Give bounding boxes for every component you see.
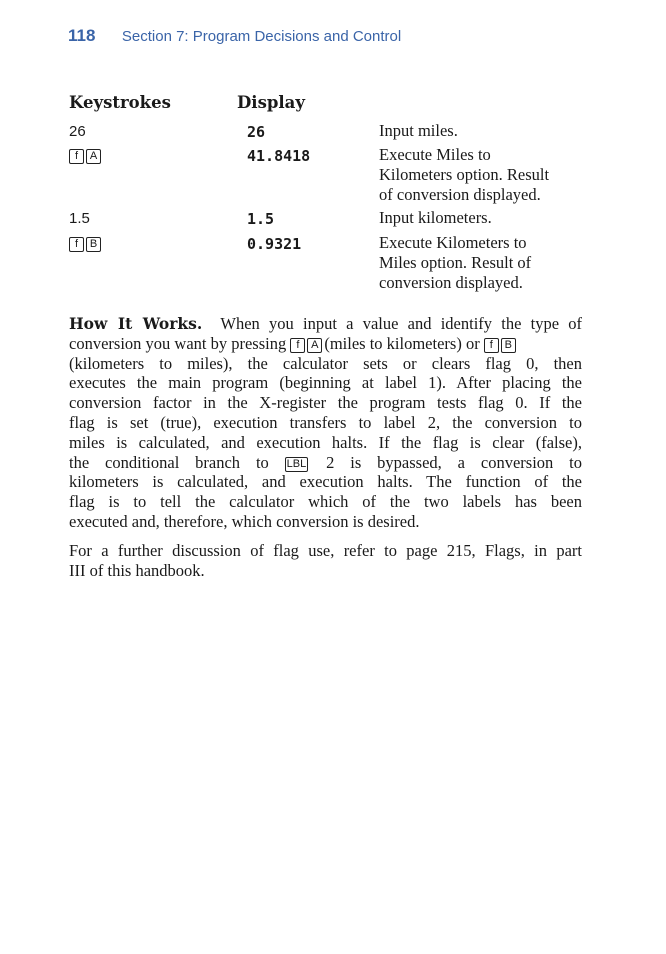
description-line: Input miles. — [379, 121, 458, 140]
description-line: Miles option. Result of — [379, 253, 532, 272]
row-description — [379, 145, 589, 205]
f-key-icon: f — [69, 237, 84, 252]
paragraph-text: conversion you want by pressing — [69, 333, 287, 353]
paragraph-text: 2 is bypassed, a conversion to — [326, 452, 582, 472]
paragraph-line: miles is calculated, and execution halts. If the flag is clear (false), — [69, 432, 582, 452]
paragraph-line — [69, 453, 582, 473]
display-value: 26 — [247, 123, 266, 141]
b-key-icon: B — [501, 338, 516, 353]
paragraph-line: flag is set (true), execution transfers to label 2, the conversion to — [69, 412, 582, 432]
paragraph-text: the conditional branch to — [69, 452, 269, 472]
page-header — [68, 26, 401, 46]
f-key-icon: f — [484, 338, 499, 353]
f-key-icon: f — [290, 338, 305, 353]
description-line: Input kilometers. — [379, 208, 492, 227]
a-key-icon: A — [86, 149, 101, 164]
paragraph-line: executed and, therefore, which conversion is desired. — [69, 511, 420, 531]
a-key-icon: A — [307, 338, 322, 353]
paragraph-line: III of this handbook. — [69, 560, 205, 580]
row-description — [379, 208, 589, 228]
how-it-works-lead: How It Works. — [69, 314, 203, 333]
paragraph-line: kilometers is calculated, and execution halts. The function of the — [69, 472, 582, 492]
description-line: Kilometers option. Result — [379, 165, 550, 184]
paragraph-text: (miles to kilometers) or — [324, 333, 480, 353]
keystrokes-heading: Keystrokes — [69, 93, 171, 112]
description-line: Execute Miles to — [379, 145, 491, 164]
description-line: Execute Kilometers to — [379, 233, 527, 252]
how-it-works-paragraph — [69, 314, 582, 532]
display-value: 1.5 — [247, 210, 275, 228]
description-line: conversion displayed. — [379, 273, 523, 292]
section-title: Section 7: Program Decisions and Control — [121, 28, 402, 45]
description-line: of conversion displayed. — [379, 185, 541, 204]
page-number: 118 — [68, 26, 96, 45]
display-heading: Display — [237, 93, 305, 112]
paragraph-line: For a further discussion of flag use, refer to page 215, Flags, in part — [69, 541, 582, 560]
paragraph-text: When you input a value and identify the type of — [220, 314, 583, 333]
lbl-key-icon: LBL — [286, 457, 307, 470]
paragraph-line — [69, 334, 582, 354]
keystroke-keys — [69, 235, 103, 252]
display-value: 0.9321 — [247, 235, 302, 253]
keystroke-keys — [69, 147, 103, 164]
b-key-icon: B — [86, 237, 101, 252]
f-key-icon: f — [69, 149, 84, 164]
paragraph-line: executes the main program (beginning at label 1). After placing the — [69, 373, 582, 393]
row-description — [379, 121, 589, 141]
keystroke-value: 26 — [69, 123, 86, 140]
paragraph-line: conversion factor in the X-register the program tests flag 0. If the — [69, 393, 582, 413]
paragraph-line — [69, 314, 582, 334]
keystroke-value: 1.5 — [69, 210, 90, 227]
paragraph-line: flag is to tell the calculator which of the two labels has been — [69, 492, 582, 512]
paragraph-line: (kilometers to miles), the calculator sets or clears flag 0, then — [69, 353, 582, 373]
further-discussion-paragraph — [69, 541, 582, 581]
row-description — [379, 233, 589, 293]
display-value: 41.8418 — [247, 147, 311, 165]
